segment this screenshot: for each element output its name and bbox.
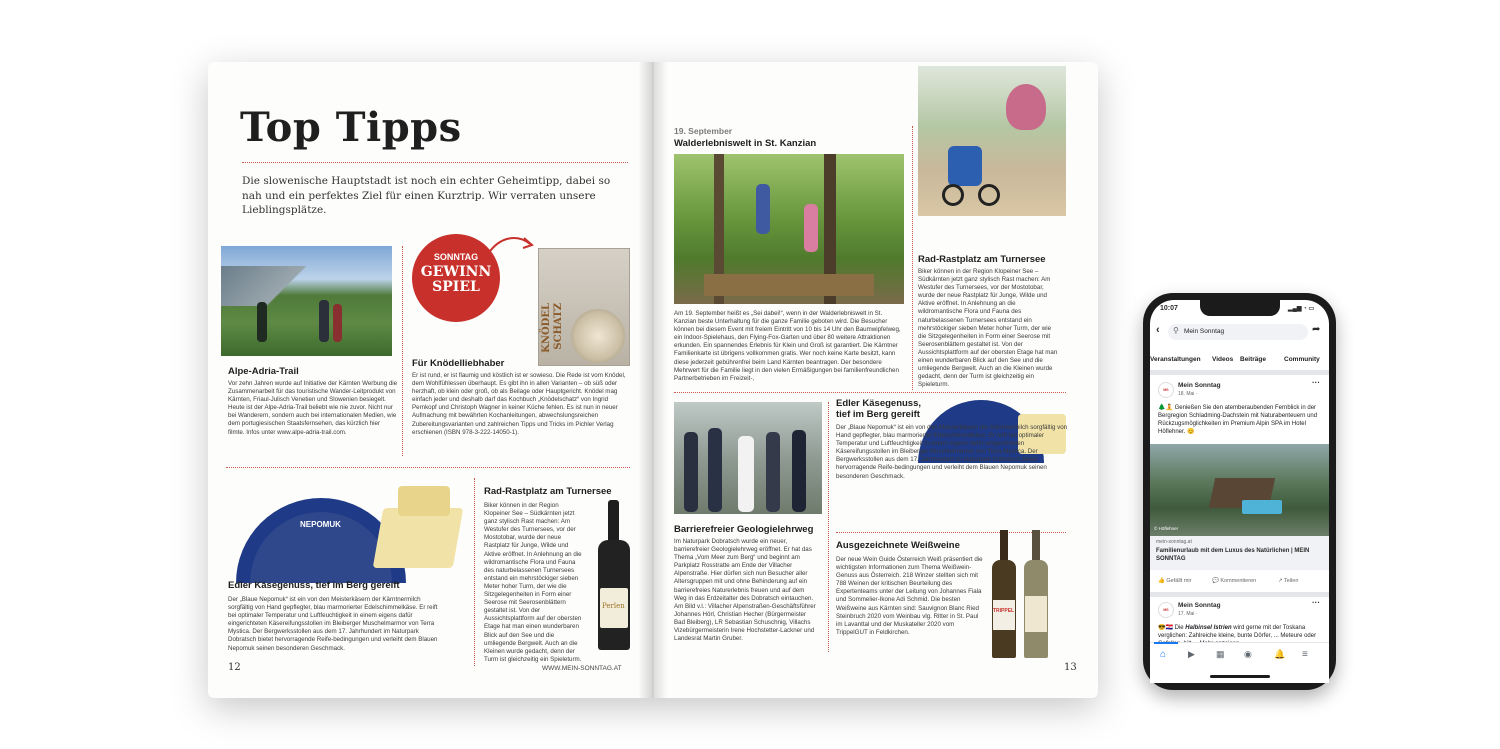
walder-heading: Walderlebniswelt in St. Kanzian	[674, 138, 817, 149]
alpe-heading: Alpe-Adria-Trail	[228, 366, 299, 377]
knoedel-heading: Für Knödelliebhaber	[412, 358, 505, 369]
page-title: Top Tipps	[240, 104, 462, 151]
post-text: 🌲🧘 Genießen Sie den atemberaubenden Fernblick in der Bergregion Schladming-Dachstein mit Naturabenteuern und Rückzugsmöglichkeiten im Premium Alpin SPA im Hotel Höflehner. 😊	[1158, 405, 1318, 435]
wine-label: TRIPPEL	[993, 608, 1015, 614]
phone-screen	[1150, 300, 1329, 683]
link-preview[interactable]	[1150, 536, 1329, 570]
comment-icon: 💬	[1212, 578, 1219, 584]
badge-line2: SPIEL	[432, 279, 480, 295]
tab-beitraege[interactable]: Beiträge	[1240, 356, 1267, 363]
column-divider-3	[912, 126, 913, 390]
home-icon[interactable]: ⌂	[1160, 649, 1167, 660]
post2-date: 17. Mai ·	[1178, 611, 1198, 617]
post-date: 18. Mai ·	[1178, 391, 1198, 397]
magazine-spine	[638, 62, 668, 698]
footer-url: WWW.MEIN-SONNTAG.AT	[542, 665, 622, 672]
group-photo	[674, 402, 822, 514]
page-number-left: 12	[228, 662, 241, 673]
magazine-spread	[208, 62, 1098, 698]
post2-avatar[interactable]: MS	[1158, 602, 1174, 618]
forest-photo	[674, 154, 904, 304]
posts-divider	[1150, 592, 1329, 597]
tabs-divider	[1150, 370, 1329, 375]
tab-videos[interactable]: Videos	[1212, 356, 1234, 363]
home-indicator	[1210, 675, 1270, 678]
post-more-icon[interactable]: ···	[1312, 378, 1320, 387]
photo-credit: © Höflehner	[1154, 526, 1179, 531]
column-divider-4	[828, 402, 829, 652]
kaese-heading-right-1: Edler Käsegenuss,	[836, 398, 922, 409]
tab-community[interactable]: Community	[1284, 356, 1320, 363]
like-icon: 👍	[1158, 578, 1165, 584]
book-cover	[538, 248, 630, 366]
title-divider	[242, 162, 628, 163]
wein-heading: Ausgezeichnete Weißweine	[836, 540, 960, 551]
search-text: Mein Sonntag	[1184, 328, 1225, 335]
share-icon[interactable]: ➦	[1312, 324, 1321, 335]
intro-text: Die slowenische Hauptstadt ist noch ein echter Geheimtipp, dabei so nah und ein perfektes Ziel für einen Kurztrip. Wir verraten unsere Lieblingsplätze.	[242, 175, 611, 216]
status-time: 10:07	[1160, 305, 1178, 312]
link-title: Familienurlaub mit dem Luxus des Natürlichen | MEIN SONNTAG	[1156, 548, 1310, 562]
groups-icon[interactable]: ◉	[1244, 649, 1252, 659]
column-divider-1	[402, 246, 403, 456]
book-title-1: KNÖDEL	[541, 303, 552, 353]
geo-heading: Barrierefreier Geologielehrweg	[674, 524, 814, 535]
kaese-heading-left: Edler Käsegenuss, tief im Berg gereift	[228, 580, 400, 591]
geo-text: Im Naturpark Dobratsch wurde ein neuer, barrierefreier Geologielehrweg eröffnet. Er hat das Thema „Vom Meer zum Berg“ und beginnt am Parkplatz Rosstratte am Ende der Villacher Alpenstraße. Hier dürfen sich nun Besucher aller Altersgruppen mit und ohne Behinderung auf ein barrierefreies Naturerlebnis freuen und auf dem Weg in das Erdzeitalter des Dobratsch eintauchen. Am Bild v.l.: Villacher Alpenstraßen-Geschäftsführer Johannes Hörl, Christian Hecher (Bürgermeister Bad Bleiberg), LR Sebastian Schuschnig, Villachs Vizebürgermeisterin Irene Hochstetter-Lackner und Landesrat Martin Gruber.	[674, 538, 816, 643]
arrow-icon	[486, 230, 536, 260]
rad-text-right: Biker können in der Region Klopeiner See – Südkärnten jetzt ganz stylisch Rast machen: Am Westufer des Turnersees, vor der Mostotobar, wurde der neue Rastplatz für Junge, Wilde und Aktive eröffnet. In Anlehnung an die wildromantische Flora und Fauna des naturbelassenen Turnersees entstand ein mehrstöckiger sieben Meter hoher Turm, der wie die Sitzgelegenheiten in Form einer Seerose mit Seerosenblättern gestaltet ist. Von der Aussichtsplattform auf der obersten Etage hat man einen wunderbaren Blick auf den See und die umliegende Bergwelt. Auch an die Kleinen wurde gedacht, denn der Turm ist gleichzeitig ein Spieleturm.	[918, 268, 1058, 389]
link-domain: mein-sonntag.at	[1156, 539, 1192, 545]
post2-more-icon[interactable]: ···	[1312, 598, 1320, 607]
book-title-2: SCHATZ	[553, 303, 564, 350]
badge-brand: SONNTAG	[433, 252, 479, 262]
page-number-right: 13	[1064, 662, 1077, 673]
like-button[interactable]: 👍 Gefällt mir	[1158, 578, 1192, 584]
cheese-label: NEPOMUK	[300, 520, 341, 529]
menu-icon[interactable]: ≡	[1302, 649, 1308, 660]
search-bar[interactable]	[1168, 324, 1308, 340]
share-post-icon: ↗	[1278, 578, 1283, 584]
kaese-heading-right-2: tief im Berg gereift	[836, 409, 920, 420]
post-photo[interactable]	[1150, 444, 1329, 536]
marketplace-icon[interactable]: ▦	[1216, 649, 1225, 659]
post2-text: 😎🇭🇷 Die Halbinsel Istrien wird gerne mit der Toskana verglichen: Zahlreiche kleine, bunte Dörfer, ... Meteure oder	[1158, 625, 1317, 639]
post2-page-name[interactable]: Mein Sonntag	[1178, 602, 1221, 609]
left-page	[208, 62, 652, 698]
right-page	[652, 62, 1098, 698]
rad-heading-left: Rad-Rastplatz am Turnersee	[484, 486, 612, 497]
post-avatar[interactable]: MS	[1158, 382, 1174, 398]
back-button[interactable]: ‹	[1156, 324, 1160, 336]
knoedel-text: Er ist rund, er ist flaumig und köstlich ist er sowieso. Die Rede ist vom Knödel, dem Wohlfühlessen überhaupt. Es gibt ihn in allen Varianten – ob süß oder herzhaft, ob klein oder groß, ob als Beilage oder Hauptgericht. Knödel mag einfach jeder und deshalb darf das Kochbuch „Knödelschatz“ von Ingrid Pernkopf und Christoph Wagner in keiner Küche fehlen. Es ist nun in neuer Aufmachung mit bewährten Kochanleitungen, abwechslungsreichen Zubereitungsvarianten und zahlreichen Tipps und Tricks im Pichler Verlag erschienen (ISBN 978-3-222-14050-1).	[412, 372, 626, 436]
kaese-text-right: Der „Blaue Nepomuk“ ist ein von den Meisterkäsern der Kärntnermilch sorgfältig von Hand gepflegter, blau marmorierter Edelschimmelkäse. Er reift bei optimaler Temperatur und Luftfeuchtigkeit in einem eigens dafür eingerichteten Käsereifungsstollen im Bleiberger Muschelmarmor von Terra Mystica. Der Bergwerksstollen aus dem 17. Jahrhundert im Naturpark Dobratsch bietet hervorragende Reife-bedingungen und verleiht dem Blauen Nepomuk seinen besonderen Geschmack.	[836, 424, 1068, 480]
post-page-name[interactable]: Mein Sonntag	[1178, 382, 1221, 389]
wein-text: Der neue Wein Guide Österreich Weiß präsentiert die wichtigsten Informationen zum Thema Weißwein-Genuss aus Österreich. 218 Winzer stellten sich mit 788 Weinen der kritischen Beurteilung des Expertenteams unter der Leitung von Johannes Fiala und Sommelier-Ikone Adi Schmid. Die besten Weißweine aus Kärnten sind: Sauvignon Blanc Ried Steinbruch 2020 vom Weinbau vlg. Ritter in St. Paul im Lavanttal und der Muskateller 2020 vom TrippelGUT in Feldkirchen.	[836, 556, 983, 636]
rad-heading-right: Rad-Rastplatz am Turnersee	[918, 254, 1046, 265]
share-button[interactable]: ↗ Teilen	[1278, 578, 1299, 584]
bike-photo	[918, 66, 1066, 216]
wine-bottles	[992, 530, 1072, 660]
status-icons: ▂▄▆ ◔ ▭	[1288, 306, 1315, 312]
home-tab-indicator	[1154, 642, 1178, 644]
search-icon: ⚲	[1173, 326, 1179, 335]
comment-button[interactable]: 💬 Kommentieren	[1212, 578, 1257, 584]
video-icon[interactable]: ▶	[1188, 649, 1195, 659]
smartphone	[1143, 293, 1336, 690]
event-date: 19. September	[674, 126, 733, 136]
alpe-text: Vor zehn Jahren wurde auf Initiative der Kärnten Werbung die Zusammenarbeit für das touristische Wander-Leitprodukt von Kärnten, Friaul-Julisch Venetien und Slowenien besiegelt. Heute ist der Alpe-Adria-Trail beliebt wie nie zuvor. Nicht nur bei Wanderern, sondern auch bei internationalen Medien, wie dem portugiesischen Staatsfernsehen, das kürzlich hier filmte. Infos unter www.alpe-adria-trail.com.	[228, 380, 398, 436]
tab-veranstaltungen[interactable]: Veranstaltungen	[1150, 356, 1201, 363]
alpe-photo	[221, 246, 392, 356]
phone-notch	[1200, 300, 1280, 316]
rad-text-left: Biker können in der Region Klopeiner See – Südkärnten jetzt ganz stylisch Rast machen: Am Westufer des Turnersees, vor der Mostotobar, wurde der neue Rastplatz für Junge, Wilde und Aktive eröffnet. In Anlehnung an die wildromantische Flora und Fauna des naturbelassenen Turnersees entstand ein mehrstöckiger sieben Meter hoher Turm, der wie die Sitzgelegenheiten in Form einer Seerose mit Seerosenblättern gestaltet ist. Von der Aussichtsplattform auf der obersten Etage hat man einen wunderbaren Blick auf den See und die umliegende Bergwelt. Auch an die Kleinen wurde gedacht, denn der Turm ist gleichzeitig ein Spieleturm.	[484, 502, 582, 663]
section-divider-1	[226, 467, 630, 468]
badge-line1: GEWINN	[420, 264, 492, 280]
column-divider-2	[474, 478, 475, 666]
bottle-label: Perlen	[602, 602, 625, 610]
cheese-photo	[228, 478, 464, 578]
kaese-text-left: Der „Blaue Nepomuk“ ist ein von den Meisterkäsern der Kärntnermilch sorgfältig von Hand gepflegter, blau marmorierter Edelschimmelkäse. Er reift bei optimaler Temperatur und Luftfeuchtigkeit in einem eigens dafür eingerichteten Käsereifungsstollen im Bleiberger Muschelmarmor von Terra Mystica. Der Bergwerksstollen aus dem 17. Jahrhundert im Naturpark Dobratsch bietet hervorragende Reife-bedingungen und verleiht dem Blauen Nepomuk seinen besonderen Geschmack.	[228, 596, 438, 652]
bottom-nav	[1150, 642, 1329, 683]
bottle-image	[596, 500, 632, 650]
walder-text: Am 19. September heißt es „Sei dabei!“, wenn in der Walderlebniswelt in St. Kanzian beste Unterhaltung für die ganze Familie geboten wird. Die Besucher können bei diesem Event mit freiem Eintritt von 10 bis 14 Uhr den Baumwipfelweg, ein Indoor-Spielehaus, den Flying-Fox-Garten und über 80 weitere Attraktionen erkunden. Ein spannendes Erlebnis für Klein und Groß ist garantiert. Die Kärntner Familienkarte ist übrigens vollkommen gratis. Wer noch keine Karte besitzt, kann diese jederzeit gebührenfrei beim Land Kärnten beantragen. Der besondere Mehrwert für die Familie liegt in den vielen Ermäßigungen bei familienfreundlichen Partnerbetrieben im Freizeit-,	[674, 310, 901, 382]
bell-icon[interactable]: 🔔	[1274, 649, 1286, 659]
